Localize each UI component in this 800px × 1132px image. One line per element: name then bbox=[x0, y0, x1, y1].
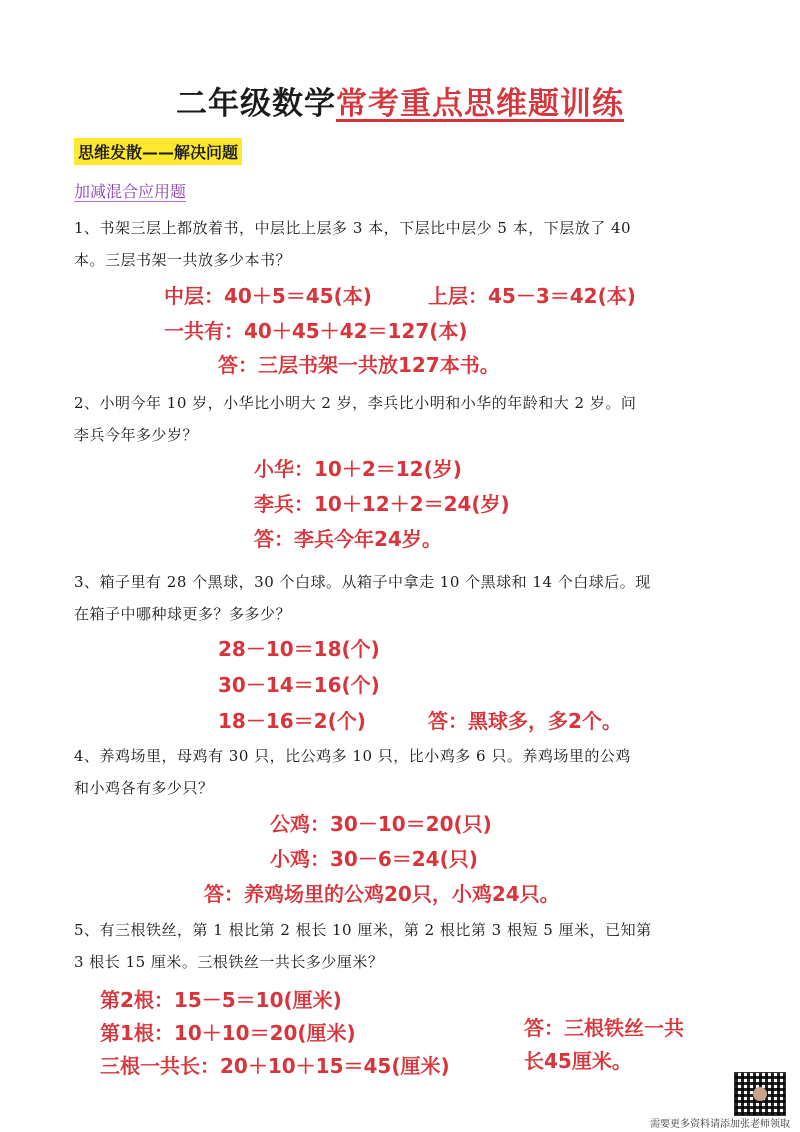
answer-line: 小鸡：30－6＝24(只) bbox=[270, 847, 478, 871]
question-1 bbox=[74, 212, 734, 276]
answer-final: 答：三根铁丝一共 bbox=[524, 1016, 684, 1040]
qr-avatar bbox=[753, 1087, 767, 1101]
question-line: 在箱子中哪种球更多？多多少？ bbox=[74, 605, 292, 623]
answer-line: 三根一共长：20＋10＋15＝45(厘米) bbox=[100, 1054, 450, 1078]
title-main: 二年级数学 bbox=[176, 86, 336, 122]
answer-final: 答：三层书架一共放127本书。 bbox=[218, 353, 500, 377]
question-line: 5、有三根铁丝，第 1 根比第 2 根长 10 厘米，第 2 根比第 3 根短 5 厘米，已知第 bbox=[74, 921, 652, 939]
answer-line: 第1根：10＋10＝20(厘米) bbox=[100, 1021, 356, 1045]
title-highlight: 常考重点思维题训练 bbox=[336, 86, 624, 122]
question-line: 4、养鸡场里，母鸡有 30 只，比公鸡多 10 只，比小鸡多 6 只。养鸡场里的公鸡 bbox=[74, 747, 631, 765]
sub-tag: 加减混合应用题 bbox=[74, 182, 187, 201]
page-title bbox=[0, 78, 800, 123]
question-line: 李兵今年多少岁？ bbox=[74, 426, 199, 444]
answer-line: 一共有：40＋45＋42＝127(本) bbox=[164, 319, 468, 343]
question-2 bbox=[74, 387, 734, 451]
qr-code-icon[interactable] bbox=[734, 1072, 786, 1116]
question-4 bbox=[74, 740, 734, 804]
question-line: 3 根长 15 厘米。三根铁丝一共长多少厘米？ bbox=[74, 953, 384, 971]
question-3 bbox=[74, 566, 734, 630]
section-tag: 思维发散——解决问题 bbox=[74, 138, 242, 165]
answer-final: 长45厘米。 bbox=[524, 1049, 632, 1073]
footer-note: 需要更多资料请添加张老师领取 bbox=[650, 1119, 790, 1130]
answer-line: 李兵：10＋12＋2＝24(岁) bbox=[254, 492, 510, 516]
question-line: 1、书架三层上都放着书，中层比上层多 3 本，下层比中层少 5 本，下层放了 40 bbox=[74, 219, 632, 237]
answer-line: 中层：40＋5＝45(本) bbox=[164, 284, 372, 308]
answer-line: 18－16＝2(个) bbox=[218, 709, 366, 733]
answer-line: 上层：45－3＝42(本) bbox=[428, 284, 636, 308]
answer-final: 答：黑球多，多2个。 bbox=[428, 709, 622, 733]
answer-line: 小华：10＋2＝12(岁) bbox=[254, 457, 462, 481]
answer-line: 第2根：15－5＝10(厘米) bbox=[100, 988, 342, 1012]
question-line: 3、箱子里有 28 个黑球，30 个白球。从箱子中拿走 10 个黑球和 14 个白球后。现 bbox=[74, 573, 651, 591]
question-line: 和小鸡各有多少只？ bbox=[74, 779, 214, 797]
question-line: 本。三层书架一共放多少本书？ bbox=[74, 251, 292, 269]
answer-line: 28－10＝18(个) bbox=[218, 637, 380, 661]
question-5 bbox=[74, 914, 734, 978]
question-line: 2、小明今年 10 岁，小华比小明大 2 岁，李兵比小明和小华的年龄和大 2 岁。问 bbox=[74, 394, 637, 412]
answer-final: 答：养鸡场里的公鸡20只，小鸡24只。 bbox=[204, 882, 560, 906]
answer-line: 公鸡：30－10＝20(只) bbox=[270, 812, 492, 836]
answer-line: 30－14＝16(个) bbox=[218, 673, 380, 697]
answer-final: 答：李兵今年24岁。 bbox=[254, 527, 442, 551]
